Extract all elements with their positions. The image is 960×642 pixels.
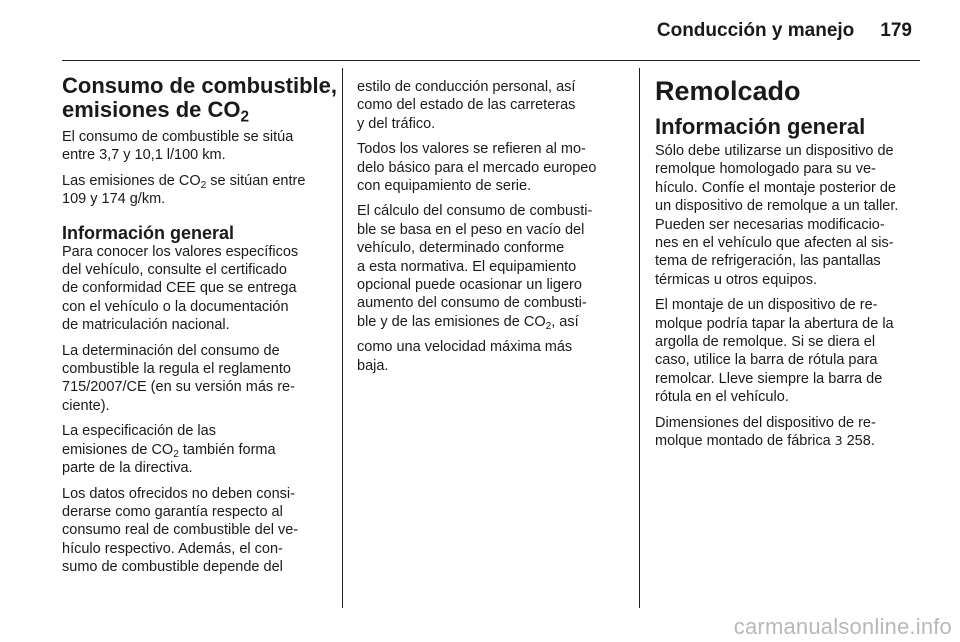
column-divider-1 (342, 68, 343, 608)
chapter-title: Conducción y manejo (656, 20, 855, 41)
paragraph: La determinación del consumo de combustible la regula el reglamento 715/2007/CE (en su versión más re- ciente). (62, 342, 295, 414)
column-3 (655, 74, 923, 458)
page-number: 179 (880, 20, 912, 41)
paragraph: El cálculo del consumo de combusti- ble se basa en el peso en vacío del vehículo, determinado conforme a esta normativa. El equipamiento opcional puede ocasionar un ligero aumento del consumo de combusti- ble y de las emisiones de $CO_2$, así (357, 203, 593, 332)
paragraph: Sólo debe utilizarse un dispositivo de remolque homologado para su ve- hículo. Confíe el montaje posterior de un dispositivo de remolque a un taller. Pueden ser necesarias modificacio- nes en el vehículo que afecten al sis- tema de refrigeración, las pantallas térmicas u otros equipos. (655, 143, 899, 288)
section-heading-remolcado: Remolcado (655, 76, 801, 106)
subheading-informacion-general-remolcado: Información general (655, 114, 866, 139)
column-1 (62, 73, 338, 584)
paragraph: Para conocer los valores específicos del vehículo, consulte el certificado de conformidad CEE que se entrega con el vehículo o la documentación de matriculación nacional. (62, 243, 299, 334)
running-head (0, 12, 912, 50)
paragraph: La especificación de las emisiones de $CO_2$ también forma parte de la directiva. (62, 423, 276, 477)
paragraph: Los datos ofrecidos no deben consi- derarse como garantía respecto al consumo real de combustible del ve- hículo respectivo. Además, el con- sumo de combustible depende del (62, 485, 299, 576)
paragraph: El montaje de un dispositivo de re- molque podría tapar la abertura de la argolla de remolque. Si se diera el caso, utilice la barra de rótula para remolcar. Lleve siempre la barra de rótula en el vehículo. (655, 297, 894, 406)
header-rule (62, 60, 920, 61)
column-divider-2 (639, 68, 640, 608)
paragraph: Todos los valores se refieren al mo- delo básico para el mercado europeo con equipamiento de serie. (357, 141, 597, 195)
watermark: carmanualsonline.info (733, 614, 952, 639)
subheading-informacion-general: Información general (62, 222, 235, 243)
paragraph: como una velocidad máxima más baja. (357, 339, 573, 374)
paragraph: Dimensiones del dispositivo de re- molque montado de fábrica 3 258. (655, 414, 876, 450)
section-heading-consumo: Consumo de combustible, emisiones de $CO_2$ (62, 73, 338, 126)
paragraph: Las emisiones de $CO_2$ se sitúan entre 109 y 174 g/km. (62, 172, 306, 208)
paragraph: El consumo de combustible se sitúa entre 3,7 y 10,1 l/100 km. (62, 129, 294, 164)
page-ref-number[interactable]: 258. (842, 433, 875, 450)
page-ref-arrow-icon[interactable]: 3 (834, 434, 843, 449)
column-2 (357, 78, 632, 382)
paragraph: estilo de conducción personal, así como del estado de las carreteras y del tráfico. (357, 79, 576, 132)
